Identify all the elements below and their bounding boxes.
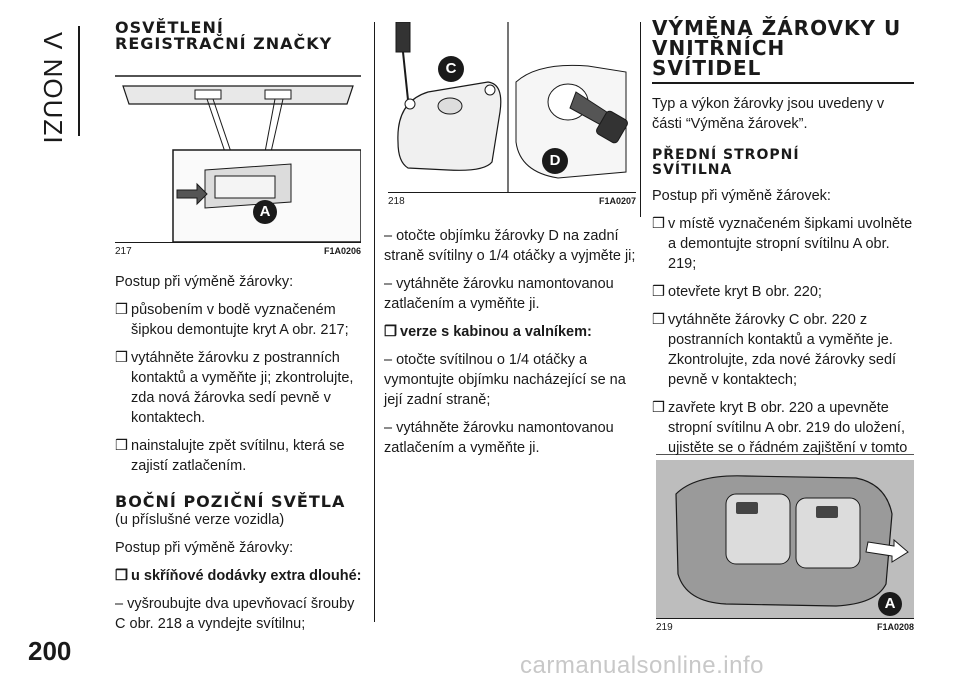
bullet-box-icon: ❒ (652, 400, 665, 416)
heading-line: PŘEDNÍ STROPNÍ (652, 147, 800, 163)
bullet-box-icon: ❒ (652, 312, 665, 328)
heading-line: OSVĚTLENÍ (115, 18, 224, 37)
bullet-item (652, 282, 914, 302)
bullet-item-bold (115, 566, 367, 586)
bullet-item (115, 436, 367, 476)
heading-line: SVÍTILNA (652, 162, 733, 178)
figure-code: F1A0206 (323, 246, 361, 256)
figure-code: F1A0207 (598, 196, 636, 206)
bullet-box-icon: ❒ (115, 568, 128, 584)
bullet-box-icon: ❒ (115, 350, 128, 366)
figure-219-illustration (656, 454, 914, 618)
bullet-box-icon: ❒ (652, 216, 665, 232)
column-1 (115, 20, 361, 52)
subheading-front-ceiling-light (652, 148, 914, 178)
figure-number: 218 (388, 196, 405, 207)
figure-caption (115, 242, 361, 257)
bullet-box-icon: ❒ (652, 284, 665, 300)
intro-text: Postup při výměně žárovek: (652, 188, 831, 204)
bullet-text: verze s kabinou a valníkem: (400, 324, 592, 340)
intro-text: Postup při výměně žárovky: (115, 540, 294, 556)
figure-caption (388, 192, 636, 207)
callout-a: A (253, 200, 277, 224)
bullet-item (115, 300, 367, 340)
heading-line: VNITŘNÍCH (652, 36, 786, 60)
figure-219 (656, 454, 914, 634)
dash-item: – vytáhněte žárovku namontovanou zatlačením a vyměňte ji. (384, 420, 614, 456)
column-3 (652, 18, 914, 486)
bullet-text: zavřete kryt B obr. 220 a upevněte stropní svítilnu A obr. 219 do uložení, ujistěte se o řádném zajištění v tomto (668, 400, 908, 456)
heading-line: VÝMĚNA ŽÁROVKY U (652, 16, 902, 40)
intro-text: Postup při výměně žárovky: (115, 274, 294, 290)
page-number: 200 (28, 636, 72, 666)
figure-218-illustration (388, 22, 636, 192)
dash-item: – vytáhněte žárovku namontovanou zatlačením a vyměňte ji. (384, 276, 614, 312)
bullet-text: otevřete kryt B obr. 220; (668, 284, 822, 300)
dash-item: – vyšroubujte dva upevňovací šrouby C obr. 218 a vyndejte svítilnu; (115, 596, 355, 632)
bullet-item (652, 310, 914, 390)
dash-item: – otočte objímku žárovky D na zadní straně svítilny o 1/4 otáčky a vyjměte ji; (384, 228, 636, 264)
callout-a: A (878, 592, 902, 616)
figure-217-illustration (115, 72, 361, 242)
bullet-item-bold (384, 322, 640, 342)
callout-c: C (438, 56, 464, 82)
column-1-body (115, 272, 367, 642)
section-tab-rule (78, 26, 80, 136)
subheading-note: (u příslušné verze vozidla) (115, 512, 285, 528)
section-tab (22, 20, 82, 145)
watermark-text: carmanualsonline.info (520, 652, 764, 679)
figure-code: F1A0208 (876, 622, 914, 632)
intro-text: Typ a výkon žárovky jsou uvedeny v části “Výměna žárovek”. (652, 96, 885, 132)
bullet-item (652, 214, 914, 274)
bullet-box-icon: ❒ (115, 302, 128, 318)
callout-d: D (542, 148, 568, 174)
figure-218 (388, 22, 636, 214)
bullet-box-icon: ❒ (384, 324, 397, 340)
section-heading-interior-lights (652, 18, 914, 84)
figure-217 (115, 72, 361, 258)
bullet-text: působením v bodě vyznačeném šipkou demontujte kryt A obr. 217; (131, 302, 349, 338)
column-divider-2 (640, 22, 641, 217)
section-tab-label: V NOUZI (38, 32, 68, 145)
bullet-text: vytáhněte žárovku z postranních kontaktů a vyměňte ji; zkontrolujte, zda nová žárovka sedí pevně v kontaktech. (131, 350, 354, 426)
heading-line: SVÍTIDEL (652, 56, 762, 80)
heading-line: REGISTRAČNÍ ZNAČKY (115, 34, 333, 53)
bullet-text: nainstalujte zpět svítilnu, která se zajistí zatlačením. (131, 438, 345, 474)
column-divider-1 (374, 22, 375, 622)
section-heading-side-lights: BOČNÍ POZIČNÍ SVĚTLA (115, 492, 346, 511)
bullet-box-icon: ❒ (115, 438, 128, 454)
column-2-body (384, 226, 640, 466)
bullet-item (115, 348, 367, 428)
bullet-text: vytáhněte žárovky C obr. 220 z postranních kontaktů a vyměňte je. Zkontrolujte, zda nové žárovky sedí pevně v kontaktech; (668, 312, 897, 388)
figure-number: 217 (115, 246, 132, 257)
figure-number: 219 (656, 622, 673, 633)
bullet-text: v místě vyznačeném šipkami uvolněte a demontujte stropní svítilnu A obr. 219; (668, 216, 913, 272)
figure-caption (656, 618, 914, 633)
bullet-text: u skříňové dodávky extra dlouhé: (131, 568, 362, 584)
dash-item: – otočte svítilnou o 1/4 otáčky a vymontujte objímku nacházející se na její zadní straně; (384, 352, 626, 408)
section-heading-license-plate (115, 20, 361, 52)
